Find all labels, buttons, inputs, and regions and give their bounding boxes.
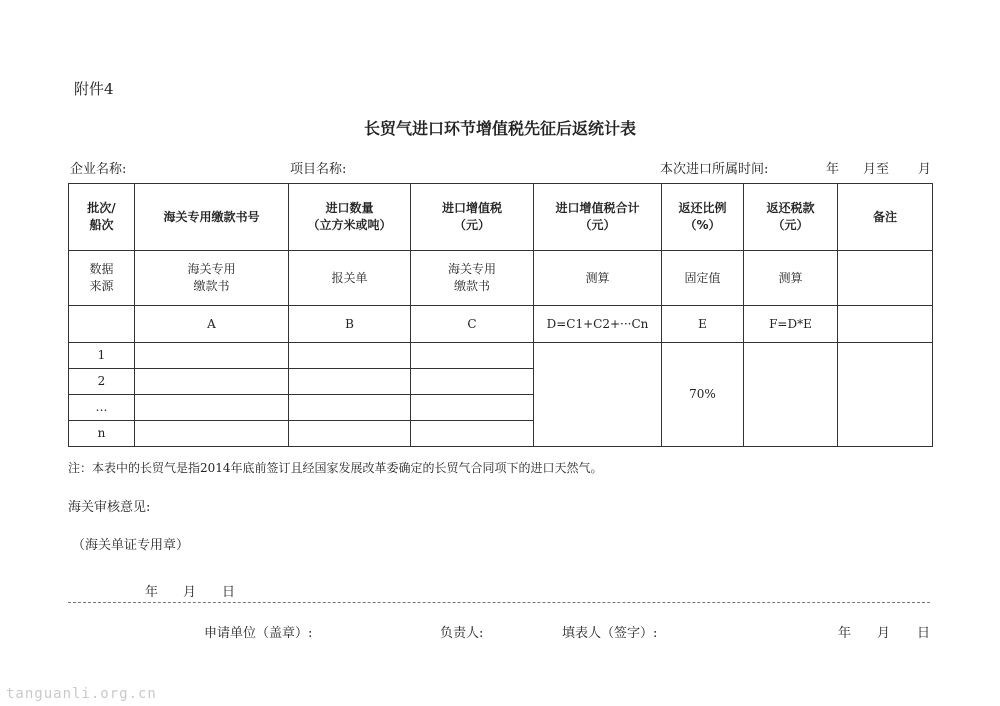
payment-book-cell: [135, 343, 289, 369]
formula-cell-c: C: [411, 306, 534, 343]
source-cell-vat-book: 海关专用 缴款书: [411, 251, 534, 306]
data-source-row: [69, 251, 933, 306]
quantity-cell: [289, 343, 411, 369]
quantity-cell: [289, 421, 411, 447]
source-cell-declaration: 报关单: [289, 251, 411, 306]
source-cell-label: 数据 来源: [69, 251, 135, 306]
header-remarks: 备注: [838, 184, 933, 251]
formula-cell-a: A: [135, 306, 289, 343]
watermark: tanguanli.org.cn: [6, 686, 157, 702]
period-year-label: 年: [826, 162, 840, 177]
vat-cell: [411, 395, 534, 421]
review-date-year: 年: [145, 585, 159, 600]
attachment-label: 附件4: [74, 80, 114, 98]
table-note: 注：本表中的长贸气是指2014年底前签订且经国家发展改革委确定的长贸气合同项下的进口天然气。: [68, 461, 603, 475]
vat-cell: [411, 369, 534, 395]
table-row: [69, 343, 933, 369]
responsible-person-label: 负责人:: [440, 626, 484, 641]
vat-cell: [411, 343, 534, 369]
payment-book-cell: [135, 369, 289, 395]
formula-cell-f: F=D*E: [744, 306, 838, 343]
tax-refund-table: [68, 183, 933, 447]
quantity-cell: [289, 369, 411, 395]
customs-review-label: 海关审核意见:: [68, 500, 151, 515]
applicant-label: 申请单位（盖章）:: [204, 626, 313, 641]
period-month-to-label: 月至: [863, 162, 890, 177]
vat-cell: [411, 421, 534, 447]
header-refund-amount: 返还税款 （元）: [744, 184, 838, 251]
batch-number-cell: n: [69, 421, 135, 447]
formula-cell-remarks: [838, 306, 933, 343]
batch-number-cell: 2: [69, 369, 135, 395]
filler-label: 填表人（签字）:: [562, 626, 658, 641]
batch-number-cell: 1: [69, 343, 135, 369]
source-cell-vat-total: 测算: [534, 251, 662, 306]
footer-day: 日: [917, 626, 931, 641]
period-month-label: 月: [918, 162, 932, 177]
footer-year: 年: [838, 626, 852, 641]
payment-book-cell: [135, 395, 289, 421]
formula-cell-d: D=C1+C2+···Cn: [534, 306, 662, 343]
page-title: 长贸气进口环节增值税先征后返统计表: [363, 119, 636, 138]
review-date-day: 日: [222, 585, 236, 600]
formula-cell-b: B: [289, 306, 411, 343]
refund-ratio-value: 70%: [662, 343, 744, 447]
import-period-label: 本次进口所属时间:: [660, 162, 769, 177]
footer-month: 月: [877, 626, 891, 641]
formula-cell-batch: [69, 306, 135, 343]
project-name-label: 项目名称:: [290, 162, 347, 177]
payment-book-cell: [135, 421, 289, 447]
formula-row: [69, 306, 933, 343]
source-cell-payment-book: 海关专用 缴款书: [135, 251, 289, 306]
header-import-quantity: 进口数量 （立方米或吨）: [289, 184, 411, 251]
company-name-label: 企业名称:: [70, 162, 127, 177]
header-batch: 批次/ 船次: [69, 184, 135, 251]
quantity-cell: [289, 395, 411, 421]
refund-amount-merged-cell: [744, 343, 838, 447]
header-import-vat-total: 进口增值税合计 （元）: [534, 184, 662, 251]
source-cell-ratio: 固定值: [662, 251, 744, 306]
formula-cell-e: E: [662, 306, 744, 343]
header-refund-ratio: 返还比例 （%）: [662, 184, 744, 251]
header-import-vat: 进口增值税 （元）: [411, 184, 534, 251]
batch-number-cell: …: [69, 395, 135, 421]
remarks-merged-cell: [838, 343, 933, 447]
customs-stamp-label: （海关单证专用章）: [72, 538, 190, 553]
source-cell-refund: 测算: [744, 251, 838, 306]
header-row: [69, 184, 933, 251]
source-cell-remarks: [838, 251, 933, 306]
review-date-month: 月: [183, 585, 197, 600]
dashed-divider: [68, 602, 930, 603]
vat-total-merged-cell: [534, 343, 662, 447]
header-payment-book-number: 海关专用缴款书号: [135, 184, 289, 251]
